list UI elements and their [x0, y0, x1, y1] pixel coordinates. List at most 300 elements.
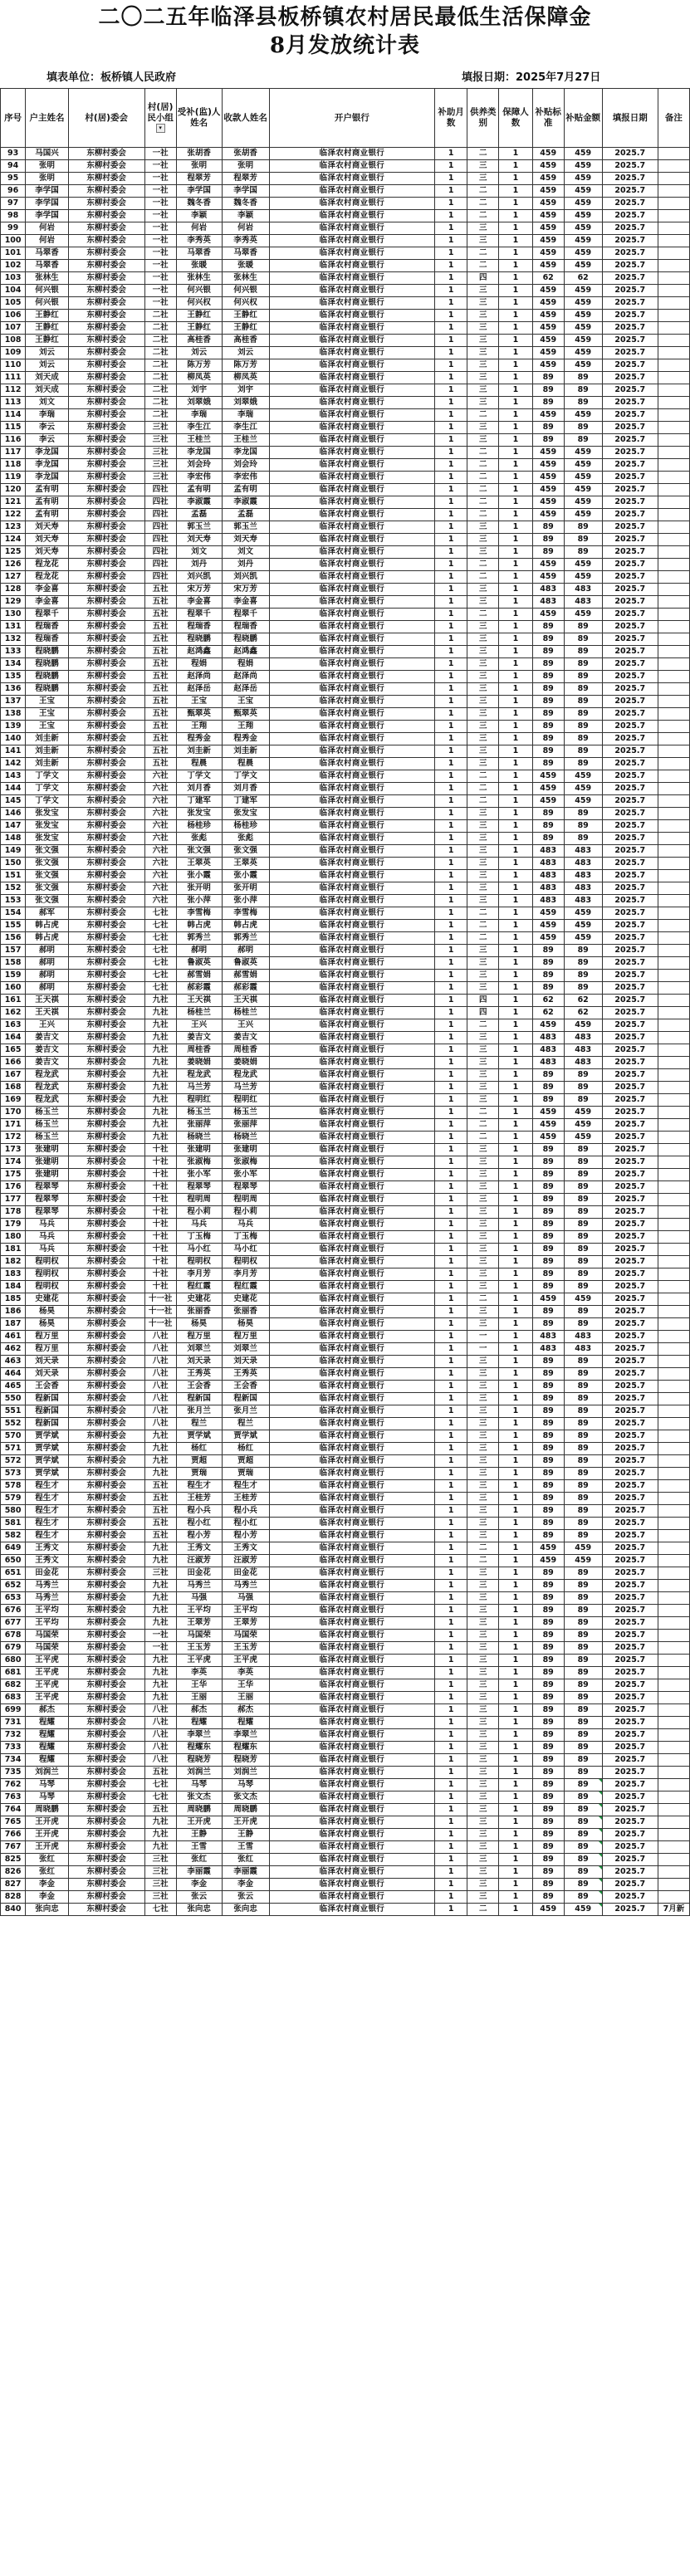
table-cell[interactable]: 459 — [564, 496, 602, 509]
table-cell[interactable]: 89 — [564, 1306, 602, 1318]
table-cell[interactable]: 1 — [435, 671, 467, 683]
table-cell[interactable]: 1 — [435, 1219, 467, 1231]
table-cell[interactable]: 东柳村委会 — [68, 173, 144, 185]
table-cell[interactable]: 李龙国 — [26, 459, 69, 472]
table-cell[interactable]: 姜晓娟 — [222, 1057, 269, 1069]
table-cell[interactable]: 89 — [532, 721, 564, 733]
table-cell[interactable]: 郝彩霞 — [176, 982, 222, 995]
table-cell[interactable]: 1 — [499, 621, 532, 633]
table-cell[interactable]: 826 — [1, 1866, 26, 1879]
table-cell[interactable] — [658, 982, 689, 995]
table-cell[interactable] — [658, 173, 689, 185]
table-cell[interactable]: 三 — [467, 882, 499, 895]
table-cell[interactable]: 临泽农村商业银行 — [269, 708, 434, 721]
table-cell[interactable] — [658, 1518, 689, 1530]
table-cell[interactable]: 十社 — [144, 1256, 176, 1268]
table-cell[interactable]: 2025.7 — [602, 1468, 658, 1480]
table-cell[interactable]: 程娟 — [176, 658, 222, 671]
table-cell[interactable]: 三 — [467, 721, 499, 733]
table-cell[interactable]: 张建明 — [26, 1169, 69, 1181]
table-cell[interactable]: 2025.7 — [602, 609, 658, 621]
table-cell[interactable]: 程晓芳 — [176, 1754, 222, 1767]
table-cell[interactable]: 483 — [564, 1057, 602, 1069]
table-cell[interactable]: 五社 — [144, 1530, 176, 1542]
table-cell[interactable]: 89 — [532, 1617, 564, 1630]
table-cell[interactable]: 王兴 — [176, 1019, 222, 1032]
table-cell[interactable]: 89 — [564, 1094, 602, 1107]
table-cell[interactable]: 三 — [467, 1455, 499, 1468]
table-cell[interactable] — [658, 596, 689, 609]
table-cell[interactable]: 459 — [532, 222, 564, 235]
table-cell[interactable]: 东柳村委会 — [68, 1144, 144, 1156]
table-cell[interactable] — [658, 559, 689, 571]
table-cell[interactable]: 孟有明 — [222, 484, 269, 496]
table-cell[interactable]: 二 — [467, 210, 499, 222]
table-cell[interactable]: 184 — [1, 1281, 26, 1293]
table-cell[interactable]: 1 — [435, 546, 467, 559]
table-cell[interactable]: 刘天寿 — [26, 546, 69, 559]
table-cell[interactable]: 109 — [1, 347, 26, 359]
table-cell[interactable]: 89 — [564, 1181, 602, 1194]
table-cell[interactable]: 113 — [1, 397, 26, 409]
table-cell[interactable]: 三 — [467, 1443, 499, 1455]
table-cell[interactable]: 四社 — [144, 559, 176, 571]
table-cell[interactable]: 张明 — [26, 160, 69, 173]
table-cell[interactable]: 153 — [1, 895, 26, 907]
table-cell[interactable]: 2025.7 — [602, 633, 658, 646]
table-cell[interactable]: 临泽农村商业银行 — [269, 347, 434, 359]
table-cell[interactable]: 459 — [532, 359, 564, 372]
table-cell[interactable]: 临泽农村商业银行 — [269, 1057, 434, 1069]
table-cell[interactable]: 1 — [499, 1368, 532, 1381]
table-cell[interactable]: 十一社 — [144, 1318, 176, 1331]
table-cell[interactable]: 1 — [499, 1281, 532, 1293]
table-cell[interactable]: 459 — [564, 185, 602, 198]
table-cell[interactable]: 东柳村委会 — [68, 870, 144, 882]
table-cell[interactable]: 王平均 — [222, 1605, 269, 1617]
table-cell[interactable]: 2025.7 — [602, 1667, 658, 1679]
table-cell[interactable]: 89 — [532, 982, 564, 995]
table-cell[interactable] — [658, 1530, 689, 1542]
table-cell[interactable]: 1 — [499, 745, 532, 758]
table-cell[interactable] — [658, 907, 689, 920]
table-cell[interactable]: 2025.7 — [602, 1704, 658, 1717]
table-cell[interactable]: 89 — [564, 1518, 602, 1530]
table-cell[interactable]: 东柳村委会 — [68, 272, 144, 285]
table-cell[interactable]: 1 — [499, 907, 532, 920]
table-cell[interactable]: 李生江 — [176, 422, 222, 434]
table-cell[interactable]: 东柳村委会 — [68, 459, 144, 472]
table-cell[interactable]: 1 — [499, 247, 532, 260]
table-cell[interactable]: 2025.7 — [602, 1630, 658, 1642]
table-cell[interactable]: 89 — [532, 1592, 564, 1605]
table-cell[interactable]: 临泽农村商业银行 — [269, 932, 434, 945]
table-cell[interactable]: 临泽农村商业银行 — [269, 621, 434, 633]
table-cell[interactable]: 89 — [564, 1405, 602, 1418]
table-cell[interactable]: 十社 — [144, 1231, 176, 1244]
table-cell[interactable]: 张红 — [26, 1866, 69, 1879]
table-cell[interactable]: 临泽农村商业银行 — [269, 1231, 434, 1244]
table-cell[interactable]: 柳凤英 — [222, 372, 269, 384]
table-cell[interactable]: 89 — [564, 833, 602, 845]
table-cell[interactable]: 1 — [435, 1655, 467, 1667]
table-cell[interactable] — [658, 584, 689, 596]
table-cell[interactable]: 106 — [1, 310, 26, 322]
table-cell[interactable]: 2025.7 — [602, 1430, 658, 1443]
table-cell[interactable] — [658, 1343, 689, 1356]
table-cell[interactable]: 459 — [532, 247, 564, 260]
table-cell[interactable]: 王天祺 — [176, 995, 222, 1007]
table-cell[interactable]: 三社 — [144, 1567, 176, 1580]
table-cell[interactable]: 104 — [1, 285, 26, 297]
table-cell[interactable]: 何岩 — [26, 235, 69, 247]
table-cell[interactable]: 东柳村委会 — [68, 1169, 144, 1181]
table-cell[interactable]: 王玉芳 — [176, 1642, 222, 1655]
table-cell[interactable]: 1 — [435, 770, 467, 783]
table-cell[interactable]: 1 — [499, 584, 532, 596]
table-cell[interactable]: 十一社 — [144, 1293, 176, 1306]
table-cell[interactable]: 2025.7 — [602, 1169, 658, 1181]
table-cell[interactable]: 张文强 — [26, 845, 69, 858]
table-cell[interactable]: 62 — [532, 1007, 564, 1019]
table-cell[interactable]: 四 — [467, 995, 499, 1007]
table-cell[interactable]: 462 — [1, 1343, 26, 1356]
table-cell[interactable]: 五社 — [144, 1804, 176, 1816]
table-cell[interactable]: 东柳村委会 — [68, 1816, 144, 1829]
table-cell[interactable]: 临泽农村商业银行 — [269, 1754, 434, 1767]
table-cell[interactable]: 刘翠兰 — [222, 1343, 269, 1356]
table-cell[interactable]: 459 — [532, 235, 564, 247]
table-cell[interactable]: 1 — [499, 1580, 532, 1592]
table-cell[interactable]: 1 — [499, 671, 532, 683]
table-cell[interactable]: 李宏伟 — [176, 472, 222, 484]
table-cell[interactable]: 89 — [564, 1194, 602, 1206]
table-cell[interactable]: 89 — [564, 808, 602, 820]
table-cell[interactable]: 89 — [532, 1144, 564, 1156]
table-cell[interactable]: 1 — [499, 1841, 532, 1854]
table-cell[interactable]: 程晓鹏 — [176, 633, 222, 646]
table-cell[interactable]: 1 — [499, 1443, 532, 1455]
table-cell[interactable]: 62 — [532, 272, 564, 285]
table-cell[interactable] — [658, 1704, 689, 1717]
table-cell[interactable]: 临泽农村商业银行 — [269, 384, 434, 397]
table-cell[interactable]: 二社 — [144, 397, 176, 409]
table-cell[interactable]: 1 — [499, 1866, 532, 1879]
table-cell[interactable]: 459 — [532, 1904, 564, 1916]
table-cell[interactable]: 临泽农村商业银行 — [269, 235, 434, 247]
table-cell[interactable]: 459 — [564, 335, 602, 347]
table-cell[interactable]: 1 — [435, 982, 467, 995]
table-cell[interactable]: 578 — [1, 1480, 26, 1493]
table-cell[interactable]: 89 — [564, 1356, 602, 1368]
table-cell[interactable]: 459 — [564, 310, 602, 322]
table-cell[interactable]: 459 — [532, 1542, 564, 1555]
table-cell[interactable]: 2025.7 — [602, 1518, 658, 1530]
table-cell[interactable]: 八社 — [144, 1381, 176, 1393]
table-cell[interactable]: 2025.7 — [602, 1493, 658, 1505]
table-cell[interactable]: 459 — [532, 198, 564, 210]
table-cell[interactable]: 1 — [435, 1480, 467, 1493]
table-cell[interactable]: 十社 — [144, 1281, 176, 1293]
table-cell[interactable]: 贾学斌 — [26, 1443, 69, 1455]
table-cell[interactable]: 临泽农村商业银行 — [269, 198, 434, 210]
table-cell[interactable]: 459 — [532, 770, 564, 783]
table-cell[interactable]: 三 — [467, 235, 499, 247]
table-cell[interactable]: 三 — [467, 1642, 499, 1655]
table-cell[interactable]: 459 — [532, 285, 564, 297]
table-cell[interactable]: 1 — [499, 1169, 532, 1181]
table-cell[interactable]: 七社 — [144, 945, 176, 957]
table-cell[interactable]: 651 — [1, 1567, 26, 1580]
table-cell[interactable]: 东柳村委会 — [68, 945, 144, 957]
table-cell[interactable]: 东柳村委会 — [68, 1841, 144, 1854]
table-cell[interactable]: 三 — [467, 1704, 499, 1717]
table-cell[interactable]: 王宝 — [26, 708, 69, 721]
table-cell[interactable]: 王桂兰 — [176, 434, 222, 447]
table-cell[interactable]: 郝杰 — [176, 1704, 222, 1717]
table-cell[interactable]: 682 — [1, 1679, 26, 1692]
table-cell[interactable]: 140 — [1, 733, 26, 745]
table-cell[interactable]: 李秀英 — [176, 235, 222, 247]
table-cell[interactable]: 459 — [564, 359, 602, 372]
table-cell[interactable]: 临泽农村商业银行 — [269, 1007, 434, 1019]
table-cell[interactable]: 2025.7 — [602, 1866, 658, 1879]
table-cell[interactable]: 459 — [564, 1119, 602, 1132]
table-cell[interactable]: 一 — [467, 1343, 499, 1356]
table-cell[interactable]: 三 — [467, 683, 499, 696]
table-cell[interactable]: 464 — [1, 1368, 26, 1381]
table-cell[interactable]: 1 — [435, 534, 467, 546]
table-cell[interactable]: 483 — [532, 596, 564, 609]
table-cell[interactable]: 刘天录 — [26, 1368, 69, 1381]
table-cell[interactable]: 1 — [499, 509, 532, 521]
table-cell[interactable]: 三 — [467, 222, 499, 235]
table-cell[interactable]: 程红霞 — [176, 1281, 222, 1293]
table-cell[interactable]: 2025.7 — [602, 496, 658, 509]
table-cell[interactable]: 杨昊 — [222, 1318, 269, 1331]
table-cell[interactable]: 1 — [435, 1244, 467, 1256]
table-cell[interactable]: 461 — [1, 1331, 26, 1343]
table-cell[interactable]: 1 — [435, 235, 467, 247]
table-cell[interactable]: 2025.7 — [602, 434, 658, 447]
table-cell[interactable]: 89 — [532, 534, 564, 546]
table-cell[interactable]: 2025.7 — [602, 1580, 658, 1592]
table-cell[interactable]: 王会香 — [222, 1381, 269, 1393]
table-cell[interactable] — [658, 733, 689, 745]
table-cell[interactable]: 89 — [532, 1754, 564, 1767]
table-cell[interactable]: 111 — [1, 372, 26, 384]
table-cell[interactable]: 89 — [532, 1866, 564, 1879]
table-cell[interactable]: 2025.7 — [602, 1804, 658, 1816]
table-cell[interactable]: 1 — [435, 646, 467, 658]
table-cell[interactable]: 东柳村委会 — [68, 621, 144, 633]
table-cell[interactable]: 459 — [564, 260, 602, 272]
table-cell[interactable]: 临泽农村商业银行 — [269, 1069, 434, 1082]
table-cell[interactable]: 程瑞香 — [26, 633, 69, 646]
table-cell[interactable]: 程明周 — [176, 1194, 222, 1206]
table-cell[interactable]: 王开虎 — [26, 1816, 69, 1829]
table-cell[interactable]: 姜吉文 — [26, 1044, 69, 1057]
table-cell[interactable]: 临泽农村商业银行 — [269, 1779, 434, 1791]
table-cell[interactable]: 1 — [499, 758, 532, 770]
table-cell[interactable]: 五社 — [144, 733, 176, 745]
table-cell[interactable]: 2025.7 — [602, 1206, 658, 1219]
table-cell[interactable]: 2025.7 — [602, 409, 658, 422]
table-cell[interactable]: 102 — [1, 260, 26, 272]
table-cell[interactable]: 459 — [564, 609, 602, 621]
table-cell[interactable]: 三 — [467, 1082, 499, 1094]
table-cell[interactable]: 2025.7 — [602, 347, 658, 359]
table-cell[interactable]: 李金 — [222, 1879, 269, 1891]
table-cell[interactable]: 2025.7 — [602, 995, 658, 1007]
table-cell[interactable]: 89 — [532, 1480, 564, 1493]
table-cell[interactable]: 89 — [564, 1617, 602, 1630]
table-cell[interactable]: 东柳村委会 — [68, 858, 144, 870]
table-cell[interactable]: 459 — [564, 559, 602, 571]
table-cell[interactable]: 十社 — [144, 1144, 176, 1156]
table-cell[interactable]: 王雪 — [222, 1841, 269, 1854]
table-cell[interactable]: 程明权 — [26, 1268, 69, 1281]
table-cell[interactable] — [658, 434, 689, 447]
table-cell[interactable]: 89 — [532, 1206, 564, 1219]
table-cell[interactable]: 1 — [499, 1156, 532, 1169]
table-cell[interactable]: 89 — [564, 372, 602, 384]
table-cell[interactable]: 459 — [532, 571, 564, 584]
table-cell[interactable] — [658, 1082, 689, 1094]
table-cell[interactable]: 东柳村委会 — [68, 285, 144, 297]
table-cell[interactable]: 李金 — [26, 1891, 69, 1904]
table-cell[interactable]: 136 — [1, 683, 26, 696]
table-cell[interactable]: 1 — [499, 1679, 532, 1692]
table-cell[interactable]: 鲁淑英 — [176, 957, 222, 970]
table-cell[interactable]: 1 — [435, 1343, 467, 1356]
table-cell[interactable]: 程红霞 — [222, 1281, 269, 1293]
table-cell[interactable]: 2025.7 — [602, 808, 658, 820]
table-cell[interactable]: 1 — [499, 1082, 532, 1094]
table-cell[interactable]: 王静红 — [26, 310, 69, 322]
table-cell[interactable]: 临泽农村商业银行 — [269, 970, 434, 982]
table-cell[interactable]: 二 — [467, 509, 499, 521]
table-cell[interactable]: 张小军 — [222, 1169, 269, 1181]
table-cell[interactable]: 2025.7 — [602, 858, 658, 870]
table-cell[interactable]: 二 — [467, 447, 499, 459]
table-cell[interactable]: 临泽农村商业银行 — [269, 1904, 434, 1916]
table-cell[interactable]: 何兴银 — [26, 285, 69, 297]
table-cell[interactable]: 李颖 — [176, 210, 222, 222]
table-cell[interactable]: 459 — [532, 1555, 564, 1567]
table-cell[interactable]: 东柳村委会 — [68, 1879, 144, 1891]
table-cell[interactable]: 临泽农村商业银行 — [269, 1368, 434, 1381]
table-cell[interactable]: 郭玉兰 — [176, 521, 222, 534]
table-cell[interactable] — [658, 758, 689, 770]
table-cell[interactable]: 89 — [532, 1791, 564, 1804]
table-cell[interactable]: 483 — [532, 845, 564, 858]
table-cell[interactable]: 张向忠 — [26, 1904, 69, 1916]
table-cell[interactable]: 89 — [564, 820, 602, 833]
table-cell[interactable]: 三 — [467, 845, 499, 858]
table-cell[interactable]: 临泽农村商业银行 — [269, 422, 434, 434]
table-cell[interactable]: 五社 — [144, 633, 176, 646]
table-cell[interactable]: 1 — [435, 945, 467, 957]
table-cell[interactable]: 三 — [467, 596, 499, 609]
table-cell[interactable]: 三 — [467, 1306, 499, 1318]
table-cell[interactable]: 丁建军 — [176, 795, 222, 808]
table-cell[interactable]: 马国荣 — [222, 1630, 269, 1642]
table-cell[interactable]: 临泽农村商业银行 — [269, 447, 434, 459]
table-cell[interactable]: 89 — [564, 1468, 602, 1480]
table-cell[interactable]: 八社 — [144, 1754, 176, 1767]
table-cell[interactable]: 临泽农村商业银行 — [269, 1642, 434, 1655]
table-cell[interactable]: 临泽农村商业银行 — [269, 148, 434, 160]
table-cell[interactable]: 李学国 — [26, 185, 69, 198]
table-cell[interactable]: 临泽农村商业银行 — [269, 1019, 434, 1032]
table-cell[interactable]: 王翔 — [176, 721, 222, 733]
table-cell[interactable]: 89 — [532, 1219, 564, 1231]
table-cell[interactable]: 1 — [435, 559, 467, 571]
table-cell[interactable]: 丁学文 — [26, 795, 69, 808]
table-cell[interactable]: 三 — [467, 1318, 499, 1331]
table-cell[interactable]: 九社 — [144, 1107, 176, 1119]
table-cell[interactable]: 临泽农村商业银行 — [269, 1156, 434, 1169]
table-cell[interactable]: 临泽农村商业银行 — [269, 1505, 434, 1518]
table-cell[interactable]: 129 — [1, 596, 26, 609]
table-cell[interactable]: 临泽农村商业银行 — [269, 1530, 434, 1542]
table-cell[interactable]: 160 — [1, 982, 26, 995]
table-cell[interactable]: 172 — [1, 1132, 26, 1144]
table-cell[interactable]: 临泽农村商业银行 — [269, 1032, 434, 1044]
table-cell[interactable]: 89 — [564, 1779, 602, 1791]
table-cell[interactable]: 1 — [435, 1094, 467, 1107]
table-cell[interactable]: 赵泽尚 — [222, 671, 269, 683]
table-cell[interactable]: 马琴 — [222, 1779, 269, 1791]
table-cell[interactable]: 180 — [1, 1231, 26, 1244]
table-cell[interactable]: 163 — [1, 1019, 26, 1032]
table-cell[interactable]: 临泽农村商业银行 — [269, 1630, 434, 1642]
table-cell[interactable]: 463 — [1, 1356, 26, 1368]
table-cell[interactable]: 郭秀兰 — [176, 932, 222, 945]
table-cell[interactable] — [658, 783, 689, 795]
table-cell[interactable]: 1 — [499, 1667, 532, 1679]
table-cell[interactable]: 185 — [1, 1293, 26, 1306]
table-cell[interactable]: 89 — [564, 1156, 602, 1169]
table-cell[interactable]: 483 — [532, 858, 564, 870]
table-cell[interactable]: 临泽农村商业银行 — [269, 1480, 434, 1493]
table-cell[interactable]: 东柳村委会 — [68, 210, 144, 222]
table-cell[interactable]: 1 — [499, 733, 532, 745]
table-cell[interactable]: 姜吉文 — [222, 1032, 269, 1044]
table-cell[interactable]: 魏冬香 — [176, 198, 222, 210]
table-cell[interactable]: 张丽香 — [222, 1306, 269, 1318]
table-cell[interactable]: 程晨 — [222, 758, 269, 770]
table-cell[interactable]: 三 — [467, 1493, 499, 1505]
table-cell[interactable]: 2025.7 — [602, 509, 658, 521]
table-cell[interactable]: 贾学斌 — [26, 1455, 69, 1468]
table-cell[interactable]: 临泽农村商业银行 — [269, 808, 434, 820]
table-cell[interactable]: 马兵 — [26, 1244, 69, 1256]
table-cell[interactable]: 东柳村委会 — [68, 1754, 144, 1767]
table-cell[interactable]: 张红 — [222, 1854, 269, 1866]
table-cell[interactable]: 2025.7 — [602, 1132, 658, 1144]
table-cell[interactable] — [658, 1767, 689, 1779]
table-cell[interactable]: 570 — [1, 1430, 26, 1443]
table-cell[interactable]: 东柳村委会 — [68, 322, 144, 335]
table-cell[interactable]: 东柳村委会 — [68, 783, 144, 795]
table-cell[interactable]: 临泽农村商业银行 — [269, 359, 434, 372]
table-cell[interactable]: 王翠芳 — [222, 1617, 269, 1630]
table-cell[interactable]: 东柳村委会 — [68, 1679, 144, 1692]
table-cell[interactable]: 2025.7 — [602, 895, 658, 907]
table-cell[interactable]: 杨玉兰 — [222, 1107, 269, 1119]
